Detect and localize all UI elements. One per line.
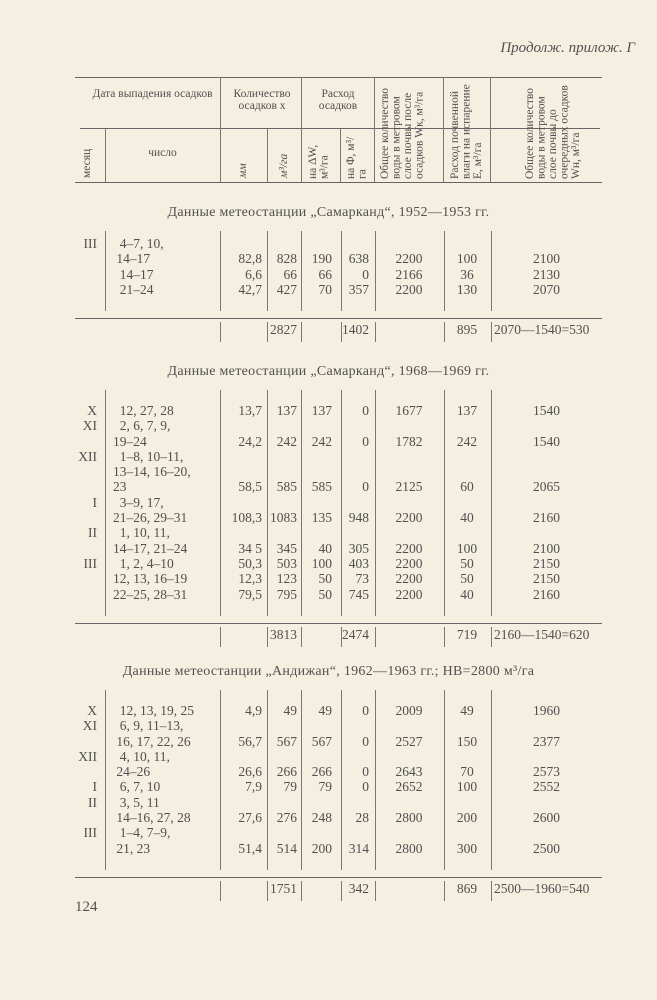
cell-e: 40 — [460, 586, 474, 602]
cell-month: III — [83, 236, 97, 251]
total-e: 719 — [456, 626, 478, 642]
total-m3: 2827 — [270, 322, 297, 338]
header-wn: Общее количество воды в метровом слое почвы до очередных осадков Wн, м³/га — [524, 85, 582, 179]
table-row — [0, 403, 657, 418]
table-row — [0, 764, 657, 779]
cell-wk: 2652 — [395, 779, 423, 795]
column-divider — [301, 322, 302, 342]
cell-mm: 27,6 — [238, 810, 262, 826]
cell-wk: 2800 — [395, 810, 423, 826]
cell-wk: 1677 — [395, 403, 423, 418]
table-row — [0, 703, 657, 718]
cell-month: XI — [82, 418, 97, 434]
cell-date: 22–25, 28–31 — [113, 586, 188, 602]
cell-phi: 638 — [348, 251, 369, 267]
table-row — [0, 495, 657, 510]
header-divider — [374, 77, 375, 182]
total-phi: 1402 — [342, 322, 369, 338]
table-row — [0, 749, 657, 764]
cell-m3: 276 — [276, 810, 297, 826]
cell-m3: 49 — [283, 703, 297, 718]
page-number: 124 — [75, 899, 98, 915]
cell-m3: 66 — [283, 266, 297, 282]
cell-date: 3–9, 17, — [113, 494, 164, 510]
header-amount-group: Количество осадков x — [233, 88, 291, 112]
cell-e: 50 — [460, 555, 474, 571]
table-row — [0, 795, 657, 810]
table-row — [0, 418, 657, 433]
cell-date: 21–24 — [113, 281, 154, 297]
table-row — [0, 810, 657, 825]
cell-wn: 2160 — [533, 510, 560, 526]
station-section — [0, 662, 657, 900]
cell-mm: 7,9 — [245, 779, 262, 795]
header-amount-m3: м³/га — [278, 153, 290, 178]
cell-mm: 108,3 — [231, 510, 262, 526]
cell-dw: 70 — [318, 281, 332, 297]
section-title: Данные метеостанции „Самарканд“, 1952—1953 гг. — [167, 205, 490, 220]
cell-date: 14–17 — [113, 266, 154, 282]
cell-date: 21, 23 — [113, 840, 151, 856]
section-title: Данные метеостанции „Самарканд“, 1968—1969 гг. — [167, 364, 490, 379]
cell-m3: 266 — [276, 764, 297, 780]
cell-wn: 2150 — [533, 571, 560, 587]
column-divider — [220, 881, 221, 901]
cell-date: 12, 13, 16–19 — [113, 571, 188, 587]
cell-phi: 0 — [362, 266, 369, 282]
cell-wn: 1540 — [533, 403, 560, 418]
cell-wn: 2100 — [533, 251, 560, 267]
cell-wn: 2100 — [533, 540, 560, 556]
total-phi: 2474 — [342, 626, 369, 642]
totals-row — [0, 624, 657, 646]
cell-m3: 345 — [276, 540, 297, 556]
cell-dw: 49 — [318, 703, 332, 718]
cell-wk: 2200 — [395, 571, 423, 587]
total-m3: 3813 — [270, 626, 297, 642]
totals-row — [0, 878, 657, 900]
cell-wk: 2200 — [395, 281, 423, 297]
cell-mm: 6,6 — [245, 266, 262, 282]
cell-dw: 137 — [311, 403, 332, 418]
cell-wn: 2070 — [533, 281, 560, 297]
cell-dw: 66 — [318, 266, 332, 282]
cell-date: 2, 6, 7, 9, — [113, 418, 171, 434]
header-divider — [220, 77, 221, 182]
header-month: месяц — [81, 148, 93, 178]
cell-dw: 242 — [311, 433, 332, 449]
cell-phi: 0 — [362, 779, 369, 795]
cell-e: 100 — [456, 779, 478, 795]
column-divider — [220, 627, 221, 647]
total-wn: 2160—1540=620 — [494, 626, 590, 642]
cell-wk: 2200 — [395, 586, 423, 602]
cell-date: 4–7, 10, — [113, 236, 164, 251]
table-row — [0, 541, 657, 556]
cell-m3: 585 — [276, 479, 297, 495]
cell-wk: 1782 — [395, 433, 423, 449]
cell-dw: 135 — [311, 510, 332, 526]
cell-phi: 314 — [348, 840, 369, 856]
table-row — [0, 464, 657, 479]
continuation-caption: Продолж. прилож. Г — [500, 40, 635, 56]
cell-mm: 24,2 — [238, 433, 262, 449]
cell-mm: 51,4 — [238, 840, 262, 856]
cell-month: XI — [82, 718, 97, 734]
cell-wk: 2200 — [395, 510, 423, 526]
cell-date: 12, 27, 28 — [113, 403, 174, 418]
cell-date: 6, 9, 11–13, — [113, 718, 184, 734]
cell-m3: 795 — [276, 586, 297, 602]
cell-dw: 50 — [318, 571, 332, 587]
cell-wk: 2200 — [395, 540, 423, 556]
cell-date: 6, 7, 10 — [113, 779, 161, 795]
cell-wk: 2527 — [395, 733, 423, 749]
column-divider — [375, 322, 376, 342]
cell-wk: 2200 — [395, 555, 423, 571]
cell-e: 50 — [460, 571, 474, 587]
column-divider — [301, 627, 302, 647]
cell-mm: 82,8 — [238, 251, 262, 267]
total-wn: 2070—1540=530 — [494, 322, 590, 338]
cell-date: 1, 10, 11, — [113, 525, 170, 541]
cell-date: 1–4, 7–9, — [113, 825, 171, 841]
table-row — [0, 510, 657, 525]
header-date-group: Дата выпадения осадков — [92, 88, 213, 100]
cell-e: 242 — [456, 433, 478, 449]
cell-wn: 1540 — [533, 433, 560, 449]
cell-phi: 948 — [348, 510, 369, 526]
header-consumption-group: Расход осадков — [318, 88, 358, 112]
data-block — [0, 682, 657, 870]
cell-m3: 427 — [276, 281, 297, 297]
cell-wk: 2200 — [395, 251, 423, 267]
cell-mm: 79,5 — [238, 586, 262, 602]
cell-e: 100 — [456, 251, 478, 267]
cell-e: 150 — [456, 733, 478, 749]
cell-date: 12, 13, 19, 25 — [113, 703, 194, 718]
cell-m3: 514 — [276, 840, 297, 856]
cell-date: 19–24 — [113, 433, 147, 449]
table-row — [0, 779, 657, 794]
cell-m3: 503 — [276, 555, 297, 571]
cell-month: III — [83, 555, 97, 571]
cell-phi: 73 — [355, 571, 369, 587]
total-e: 869 — [456, 880, 478, 896]
station-section — [0, 362, 657, 646]
cell-mm: 26,6 — [238, 764, 262, 780]
column-divider — [491, 322, 492, 342]
cell-dw: 248 — [311, 810, 332, 826]
cell-month: X — [87, 403, 97, 418]
cell-phi: 0 — [362, 764, 369, 780]
cell-wn: 2500 — [533, 840, 560, 856]
header-divider — [267, 129, 268, 182]
table-row — [0, 556, 657, 571]
cell-phi: 0 — [362, 733, 369, 749]
cell-mm: 42,7 — [238, 281, 262, 297]
header-day: число — [148, 147, 177, 159]
table-row — [0, 251, 657, 266]
cell-wn: 2600 — [533, 810, 560, 826]
cell-e: 130 — [456, 281, 478, 297]
cell-wn: 2552 — [533, 779, 560, 795]
cell-date: 21–26, 29–31 — [113, 510, 188, 526]
cell-m3: 123 — [276, 571, 297, 587]
header-amount-mm: мм — [237, 163, 249, 178]
header-wk: Общее количество воды в метровом слое почвы после осадков Wк, м³/га — [379, 88, 426, 179]
station-section — [0, 203, 657, 341]
table-row — [0, 236, 657, 251]
cell-mm: 56,7 — [238, 733, 262, 749]
cell-phi: 0 — [362, 403, 369, 418]
cell-phi: 357 — [348, 281, 369, 297]
cell-m3: 828 — [276, 251, 297, 267]
cell-wk: 2643 — [395, 764, 423, 780]
cell-dw: 190 — [311, 251, 332, 267]
table-row — [0, 734, 657, 749]
cell-wk: 2800 — [395, 840, 423, 856]
header-cons-phi: на Φ, м³/га — [345, 136, 369, 179]
header-divider — [443, 77, 444, 182]
header-divider — [301, 77, 302, 182]
cell-e: 60 — [460, 479, 474, 495]
table-row — [0, 267, 657, 282]
cell-e: 70 — [460, 764, 474, 780]
header-bottom-rule — [75, 182, 602, 183]
cell-wn: 2150 — [533, 555, 560, 571]
cell-month: II — [88, 525, 97, 541]
cell-date: 16, 17, 22, 26 — [113, 733, 191, 749]
cell-month: X — [87, 703, 97, 718]
cell-wn: 2573 — [533, 764, 560, 780]
cell-phi: 745 — [348, 586, 369, 602]
cell-e: 100 — [456, 540, 478, 556]
total-phi: 342 — [348, 880, 369, 896]
cell-mm: 50,3 — [238, 555, 262, 571]
cell-mm: 13,7 — [238, 403, 262, 418]
cell-phi: 0 — [362, 703, 369, 718]
cell-date: 24–26 — [113, 764, 151, 780]
data-block — [0, 223, 657, 311]
cell-date: 4, 10, 11, — [113, 748, 170, 764]
header-e: Расход почвенной влаги на испарение E, м³/га — [449, 84, 484, 179]
cell-e: 40 — [460, 510, 474, 526]
cell-dw: 200 — [311, 840, 332, 856]
cell-date: 13–14, 16–20, — [113, 464, 191, 480]
cell-month: III — [83, 825, 97, 841]
cell-phi: 403 — [348, 555, 369, 571]
cell-date: 1–8, 10–11, — [113, 448, 184, 464]
table-row — [0, 479, 657, 494]
table-row — [0, 718, 657, 733]
cell-date: 14–17, 21–24 — [113, 540, 188, 556]
cell-date: 3, 5, 11 — [113, 794, 160, 810]
cell-wk: 2125 — [395, 479, 423, 495]
cell-date: 1, 2, 4–10 — [113, 555, 174, 571]
cell-dw: 40 — [318, 540, 332, 556]
column-divider — [220, 322, 221, 342]
cell-e: 300 — [456, 840, 478, 856]
header-divider — [490, 77, 491, 182]
table-row — [0, 825, 657, 840]
column-divider — [491, 627, 492, 647]
cell-m3: 242 — [276, 433, 297, 449]
cell-wk: 2009 — [395, 703, 423, 718]
cell-e: 36 — [460, 266, 474, 282]
cell-month: XII — [78, 748, 97, 764]
cell-wn: 2377 — [533, 733, 560, 749]
cell-m3: 1083 — [270, 510, 297, 526]
cell-e: 137 — [456, 403, 478, 418]
header-cons-dw: на ΔW, м³/га — [307, 144, 331, 179]
cell-wn: 2065 — [533, 479, 560, 495]
table-row — [0, 841, 657, 856]
cell-m3: 79 — [283, 779, 297, 795]
column-divider — [375, 627, 376, 647]
cell-mm: 12,3 — [238, 571, 262, 587]
cell-phi: 0 — [362, 433, 369, 449]
total-e: 895 — [456, 322, 478, 338]
total-m3: 1751 — [270, 880, 297, 896]
table-row — [0, 449, 657, 464]
table-row — [0, 434, 657, 449]
header-divider — [105, 129, 106, 182]
cell-dw: 50 — [318, 586, 332, 602]
cell-mm: 58,5 — [238, 479, 262, 495]
table-row — [0, 525, 657, 540]
cell-month: II — [88, 794, 97, 810]
cell-e: 200 — [456, 810, 478, 826]
column-divider — [491, 881, 492, 901]
cell-mm: 4,9 — [245, 703, 262, 718]
cell-phi: 0 — [362, 479, 369, 495]
cell-wn: 2130 — [533, 266, 560, 282]
cell-date: 14–16, 27, 28 — [113, 810, 191, 826]
cell-date: 23 — [113, 479, 127, 495]
totals-row — [0, 319, 657, 341]
column-divider — [301, 881, 302, 901]
cell-month: I — [92, 494, 97, 510]
header-divider — [340, 129, 341, 182]
cell-wk: 2166 — [395, 266, 423, 282]
table-row — [0, 571, 657, 586]
cell-dw: 585 — [311, 479, 332, 495]
cell-month: I — [92, 779, 97, 795]
cell-dw: 79 — [318, 779, 332, 795]
cell-month: XII — [78, 448, 97, 464]
cell-wn: 2160 — [533, 586, 560, 602]
cell-phi: 305 — [348, 540, 369, 556]
cell-dw: 266 — [311, 764, 332, 780]
table-row — [0, 282, 657, 297]
cell-e: 49 — [460, 703, 474, 718]
cell-wn: 1960 — [533, 703, 560, 718]
cell-dw: 100 — [311, 555, 332, 571]
column-divider — [375, 881, 376, 901]
section-title: Данные метеостанции „Андижан“, 1962—1963 гг.; НВ=2800 м³/га — [122, 664, 535, 679]
header-top-rule — [75, 77, 602, 78]
cell-date: 14–17 — [113, 251, 151, 267]
data-block — [0, 382, 657, 616]
cell-mm: 34 5 — [238, 540, 262, 556]
table-row — [0, 587, 657, 602]
cell-dw: 567 — [311, 733, 332, 749]
cell-m3: 137 — [276, 403, 297, 418]
cell-m3: 567 — [276, 733, 297, 749]
cell-phi: 28 — [355, 810, 369, 826]
total-wn: 2500—1960=540 — [494, 880, 590, 896]
